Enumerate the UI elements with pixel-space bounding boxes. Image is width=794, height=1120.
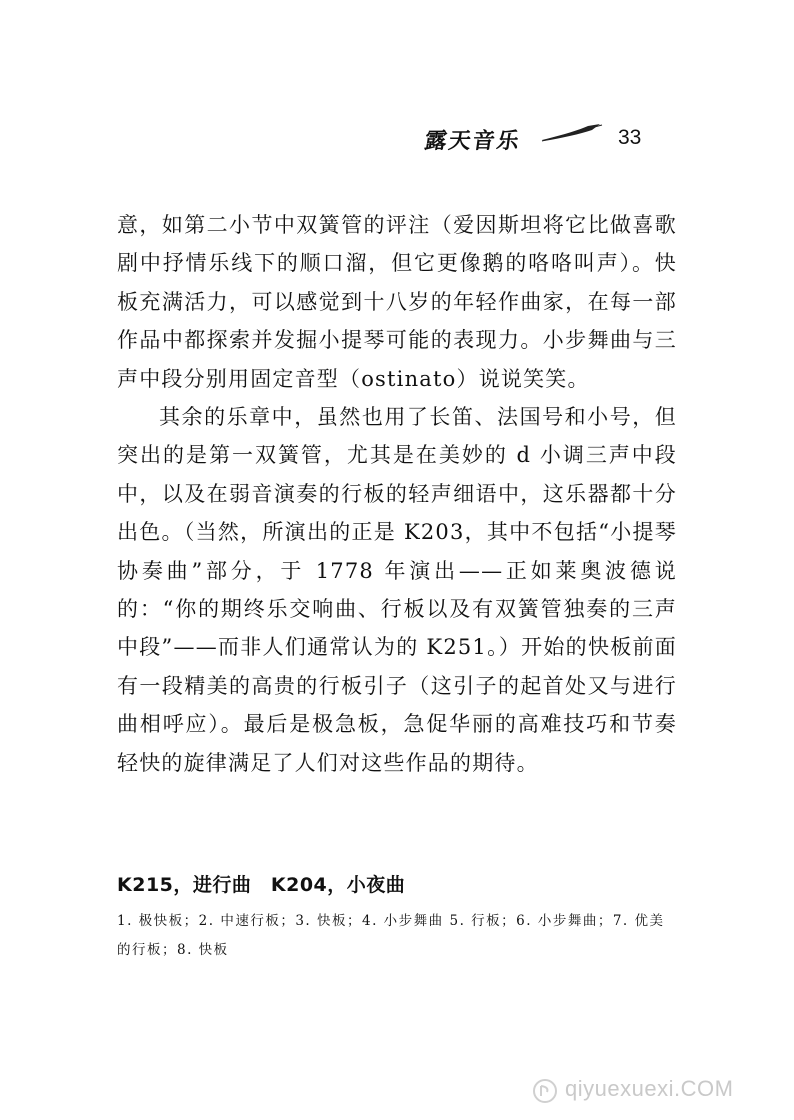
watermark-logo-icon [532, 1078, 558, 1104]
section-title: K215，进行曲 K204，小夜曲 [117, 874, 406, 896]
feather-ornament-icon [540, 122, 610, 144]
paragraph: 其余的乐章中，虽然也用了长笛、法国号和小号，但突出的是第一双簧管，尤其是在美妙的 d 小调三声中段中，以及在弱音演奏的行板的轻声细语中，这乐器都十分出色。（当然，所演出的正是 K203，其中不包括“小提琴协奏曲”部分，于 1778 年演出——正如莱奥波德说的：“你的期终乐交响曲、行板以及有双簧管独奏的三声中段”——而非人们通常认为的 K251。）开始的快板前面有一段精美的高贵的行板引子（这引子的起首处又与进行曲相呼应）。最后是极急板，急促华丽的高难技巧和节奏轻快的旋律满足了人们对这些作品的期待。 [117, 405, 677, 775]
page-number: 33 [618, 126, 642, 149]
paragraph: 意，如第二小节中双簧管的评注（爱因斯坦将它比做喜歌剧中抒情乐线下的顺口溜，但它更像鹅的咯咯叫声）。快板充满活力，可以感觉到十八岁的年轻作曲家，在每一部作品中都探索并发掘小提琴可能的表现力。小步舞曲与三声中段分别用固定音型（ostinato）说说笑笑。 [117, 213, 677, 391]
running-head-title: 露天音乐 [422, 129, 523, 154]
body-text [117, 206, 677, 782]
movement-list: 1. 极快板；2. 中速行板；3. 快板；4. 小步舞曲 5. 行板；6. 小步舞曲；7. 优美的行板；8. 快板 [117, 913, 665, 958]
work-section [117, 870, 677, 965]
page-header [0, 118, 794, 158]
watermark-text: qiyuexuexi.COM [565, 1076, 734, 1101]
